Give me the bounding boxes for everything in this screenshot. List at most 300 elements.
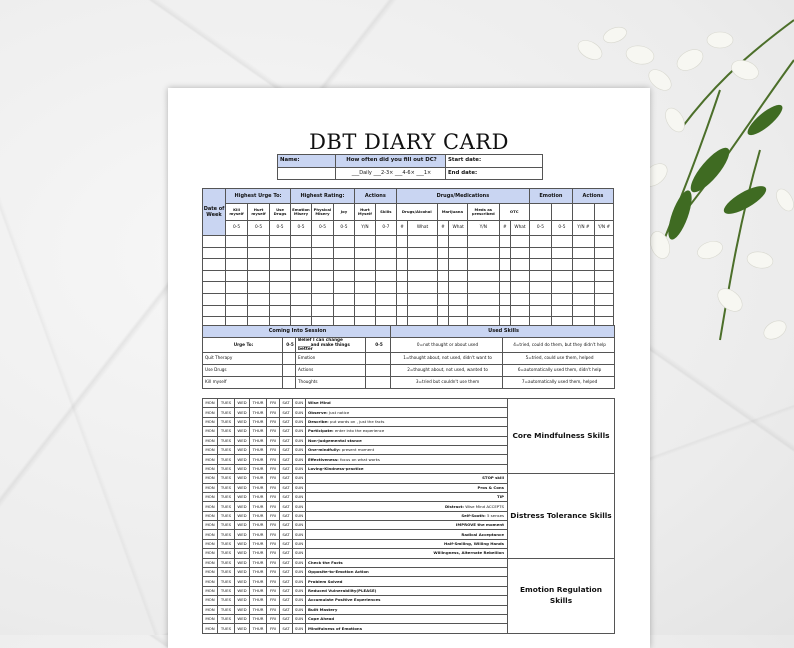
log-entry-cell[interactable] <box>437 293 449 305</box>
day-checkbox-tues[interactable]: TUES <box>218 549 235 558</box>
log-entry-cell[interactable] <box>333 259 354 271</box>
log-entry-cell[interactable] <box>311 236 333 248</box>
log-entry-cell[interactable] <box>291 259 312 271</box>
day-checkbox-fri[interactable]: FRI <box>267 408 280 417</box>
day-checkbox-sun[interactable]: SUN <box>293 586 306 595</box>
day-checkbox-thur[interactable]: THUR <box>250 614 267 623</box>
log-entry-cell[interactable] <box>311 270 333 282</box>
day-checkbox-wed[interactable]: WED <box>235 417 250 426</box>
day-checkbox-mon[interactable]: MON <box>203 445 218 454</box>
day-checkbox-thur[interactable]: THUR <box>250 577 267 586</box>
day-checkbox-sun[interactable]: SUN <box>293 530 306 539</box>
day-checkbox-thur[interactable]: THUR <box>250 417 267 426</box>
day-checkbox-fri[interactable]: FRI <box>267 558 280 567</box>
day-checkbox-thur[interactable]: THUR <box>250 539 267 548</box>
log-entry-cell[interactable] <box>572 236 594 248</box>
day-checkbox-wed[interactable]: WED <box>235 399 250 408</box>
log-entry-cell[interactable] <box>499 293 511 305</box>
day-checkbox-wed[interactable]: WED <box>235 586 250 595</box>
log-entry-cell[interactable] <box>270 236 291 248</box>
end-date-label[interactable]: End date: <box>446 167 543 180</box>
log-entry-cell[interactable] <box>375 282 396 294</box>
day-checkbox-tues[interactable]: TUES <box>218 605 235 614</box>
day-checkbox-wed[interactable]: WED <box>235 605 250 614</box>
day-checkbox-tues[interactable]: TUES <box>218 539 235 548</box>
log-entry-cell[interactable] <box>511 270 530 282</box>
day-checkbox-wed[interactable]: WED <box>235 511 250 520</box>
day-checkbox-sat[interactable]: SAT <box>280 455 293 464</box>
log-entry-cell[interactable] <box>248 305 270 317</box>
day-checkbox-fri[interactable]: FRI <box>267 596 280 605</box>
day-checkbox-tues[interactable]: TUES <box>218 427 235 436</box>
day-checkbox-mon[interactable]: MON <box>203 530 218 539</box>
log-entry-cell[interactable] <box>396 282 408 294</box>
day-checkbox-mon[interactable]: MON <box>203 568 218 577</box>
day-checkbox-mon[interactable]: MON <box>203 521 218 530</box>
day-checkbox-tues[interactable]: TUES <box>218 521 235 530</box>
log-entry-cell[interactable] <box>226 305 248 317</box>
day-checkbox-sat[interactable]: SAT <box>280 464 293 473</box>
day-checkbox-sun[interactable]: SUN <box>293 483 306 492</box>
log-entry-cell[interactable] <box>449 247 468 259</box>
log-entry-cell[interactable] <box>408 270 437 282</box>
log-entry-cell[interactable] <box>396 259 408 271</box>
day-checkbox-wed[interactable]: WED <box>235 521 250 530</box>
day-checkbox-tues[interactable]: TUES <box>218 586 235 595</box>
day-checkbox-wed[interactable]: WED <box>235 568 250 577</box>
log-entry-cell[interactable] <box>529 293 551 305</box>
log-entry-cell[interactable] <box>468 305 499 317</box>
day-checkbox-mon[interactable]: MON <box>203 511 218 520</box>
log-entry-cell[interactable] <box>551 293 572 305</box>
log-entry-cell[interactable] <box>468 236 499 248</box>
log-entry-cell[interactable] <box>203 282 226 294</box>
day-checkbox-thur[interactable]: THUR <box>250 558 267 567</box>
day-checkbox-sat[interactable]: SAT <box>280 624 293 633</box>
day-checkbox-wed[interactable]: WED <box>235 502 250 511</box>
day-checkbox-wed[interactable]: WED <box>235 492 250 501</box>
day-checkbox-thur[interactable]: THUR <box>250 511 267 520</box>
day-checkbox-wed[interactable]: WED <box>235 427 250 436</box>
log-entry-cell[interactable] <box>499 259 511 271</box>
log-entry-cell[interactable] <box>248 293 270 305</box>
log-entry-cell[interactable] <box>291 282 312 294</box>
day-checkbox-thur[interactable]: THUR <box>250 502 267 511</box>
log-entry-cell[interactable] <box>449 236 468 248</box>
day-checkbox-fri[interactable]: FRI <box>267 530 280 539</box>
day-checkbox-sun[interactable]: SUN <box>293 577 306 586</box>
day-checkbox-mon[interactable]: MON <box>203 399 218 408</box>
log-entry-cell[interactable] <box>333 247 354 259</box>
day-checkbox-wed[interactable]: WED <box>235 539 250 548</box>
day-checkbox-fri[interactable]: FRI <box>267 483 280 492</box>
day-checkbox-sat[interactable]: SAT <box>280 474 293 483</box>
day-checkbox-thur[interactable]: THUR <box>250 408 267 417</box>
log-entry-cell[interactable] <box>226 247 248 259</box>
day-checkbox-sun[interactable]: SUN <box>293 464 306 473</box>
day-checkbox-mon[interactable]: MON <box>203 624 218 633</box>
log-entry-cell[interactable] <box>408 247 437 259</box>
day-checkbox-fri[interactable]: FRI <box>267 624 280 633</box>
log-entry-cell[interactable] <box>437 305 449 317</box>
log-entry-cell[interactable] <box>551 282 572 294</box>
day-checkbox-fri[interactable]: FRI <box>267 577 280 586</box>
log-entry-cell[interactable] <box>396 293 408 305</box>
day-checkbox-tues[interactable]: TUES <box>218 417 235 426</box>
day-checkbox-wed[interactable]: WED <box>235 436 250 445</box>
log-entry-cell[interactable] <box>594 236 613 248</box>
log-entry-cell[interactable] <box>468 259 499 271</box>
day-checkbox-mon[interactable]: MON <box>203 614 218 623</box>
day-checkbox-mon[interactable]: MON <box>203 455 218 464</box>
day-checkbox-sun[interactable]: SUN <box>293 605 306 614</box>
day-checkbox-wed[interactable]: WED <box>235 483 250 492</box>
day-checkbox-sat[interactable]: SAT <box>280 530 293 539</box>
log-entry-cell[interactable] <box>572 247 594 259</box>
day-checkbox-tues[interactable]: TUES <box>218 399 235 408</box>
log-entry-cell[interactable] <box>354 270 375 282</box>
day-checkbox-tues[interactable]: TUES <box>218 474 235 483</box>
day-checkbox-tues[interactable]: TUES <box>218 530 235 539</box>
day-checkbox-mon[interactable]: MON <box>203 427 218 436</box>
log-entry-cell[interactable] <box>375 293 396 305</box>
start-date-label[interactable]: Start date: <box>446 155 543 168</box>
day-checkbox-fri[interactable]: FRI <box>267 521 280 530</box>
log-entry-cell[interactable] <box>291 305 312 317</box>
log-entry-cell[interactable] <box>529 270 551 282</box>
day-checkbox-tues[interactable]: TUES <box>218 614 235 623</box>
day-checkbox-mon[interactable]: MON <box>203 464 218 473</box>
day-checkbox-fri[interactable]: FRI <box>267 605 280 614</box>
day-checkbox-wed[interactable]: WED <box>235 596 250 605</box>
log-entry-cell[interactable] <box>551 305 572 317</box>
log-entry-cell[interactable] <box>499 305 511 317</box>
day-checkbox-sun[interactable]: SUN <box>293 492 306 501</box>
day-checkbox-sun[interactable]: SUN <box>293 408 306 417</box>
log-entry-cell[interactable] <box>437 282 449 294</box>
log-entry-cell[interactable] <box>226 259 248 271</box>
log-entry-cell[interactable] <box>291 236 312 248</box>
log-entry-cell[interactable] <box>203 293 226 305</box>
day-checkbox-tues[interactable]: TUES <box>218 624 235 633</box>
day-checkbox-sat[interactable]: SAT <box>280 568 293 577</box>
day-checkbox-thur[interactable]: THUR <box>250 492 267 501</box>
day-checkbox-wed[interactable]: WED <box>235 577 250 586</box>
log-entry-cell[interactable] <box>551 259 572 271</box>
log-entry-cell[interactable] <box>270 282 291 294</box>
log-entry-cell[interactable] <box>226 293 248 305</box>
log-entry-cell[interactable] <box>375 305 396 317</box>
log-entry-cell[interactable] <box>551 247 572 259</box>
log-entry-cell[interactable] <box>203 247 226 259</box>
day-checkbox-tues[interactable]: TUES <box>218 568 235 577</box>
log-entry-cell[interactable] <box>572 259 594 271</box>
log-entry-cell[interactable] <box>529 236 551 248</box>
log-entry-cell[interactable] <box>311 259 333 271</box>
day-checkbox-sat[interactable]: SAT <box>280 614 293 623</box>
day-checkbox-sun[interactable]: SUN <box>293 399 306 408</box>
day-checkbox-sun[interactable]: SUN <box>293 568 306 577</box>
day-checkbox-sun[interactable]: SUN <box>293 549 306 558</box>
day-checkbox-mon[interactable]: MON <box>203 492 218 501</box>
day-checkbox-mon[interactable]: MON <box>203 586 218 595</box>
day-checkbox-fri[interactable]: FRI <box>267 586 280 595</box>
log-entry-cell[interactable] <box>437 247 449 259</box>
log-entry-cell[interactable] <box>333 293 354 305</box>
log-entry-cell[interactable] <box>248 270 270 282</box>
log-entry-cell[interactable] <box>311 293 333 305</box>
log-entry-cell[interactable] <box>551 236 572 248</box>
log-entry-cell[interactable] <box>572 282 594 294</box>
log-entry-cell[interactable] <box>551 270 572 282</box>
log-entry-cell[interactable] <box>572 293 594 305</box>
day-checkbox-wed[interactable]: WED <box>235 558 250 567</box>
day-checkbox-sat[interactable]: SAT <box>280 445 293 454</box>
day-checkbox-tues[interactable]: TUES <box>218 445 235 454</box>
log-entry-cell[interactable] <box>354 259 375 271</box>
day-checkbox-tues[interactable]: TUES <box>218 596 235 605</box>
day-checkbox-fri[interactable]: FRI <box>267 436 280 445</box>
day-checkbox-sat[interactable]: SAT <box>280 577 293 586</box>
day-checkbox-thur[interactable]: THUR <box>250 455 267 464</box>
log-entry-cell[interactable] <box>511 282 530 294</box>
log-entry-cell[interactable] <box>333 282 354 294</box>
log-entry-cell[interactable] <box>311 247 333 259</box>
day-checkbox-wed[interactable]: WED <box>235 624 250 633</box>
log-entry-cell[interactable] <box>396 305 408 317</box>
name-field[interactable] <box>278 167 336 180</box>
day-checkbox-fri[interactable]: FRI <box>267 445 280 454</box>
day-checkbox-sun[interactable]: SUN <box>293 511 306 520</box>
log-entry-cell[interactable] <box>203 259 226 271</box>
log-entry-cell[interactable] <box>270 305 291 317</box>
log-entry-cell[interactable] <box>408 305 437 317</box>
log-entry-cell[interactable] <box>529 247 551 259</box>
day-checkbox-sat[interactable]: SAT <box>280 492 293 501</box>
day-checkbox-fri[interactable]: FRI <box>267 474 280 483</box>
log-entry-cell[interactable] <box>499 247 511 259</box>
day-checkbox-wed[interactable]: WED <box>235 474 250 483</box>
day-checkbox-sat[interactable]: SAT <box>280 586 293 595</box>
log-entry-cell[interactable] <box>248 282 270 294</box>
day-checkbox-tues[interactable]: TUES <box>218 436 235 445</box>
day-checkbox-sat[interactable]: SAT <box>280 436 293 445</box>
log-entry-cell[interactable] <box>396 270 408 282</box>
log-entry-cell[interactable] <box>572 305 594 317</box>
day-checkbox-thur[interactable]: THUR <box>250 605 267 614</box>
day-checkbox-mon[interactable]: MON <box>203 596 218 605</box>
day-checkbox-thur[interactable]: THUR <box>250 596 267 605</box>
day-checkbox-sun[interactable]: SUN <box>293 474 306 483</box>
log-entry-cell[interactable] <box>203 270 226 282</box>
log-entry-cell[interactable] <box>468 247 499 259</box>
log-entry-cell[interactable] <box>499 282 511 294</box>
day-checkbox-fri[interactable]: FRI <box>267 399 280 408</box>
log-entry-cell[interactable] <box>270 259 291 271</box>
day-checkbox-fri[interactable]: FRI <box>267 417 280 426</box>
log-entry-cell[interactable] <box>408 259 437 271</box>
log-entry-cell[interactable] <box>354 247 375 259</box>
log-entry-cell[interactable] <box>572 270 594 282</box>
day-checkbox-tues[interactable]: TUES <box>218 464 235 473</box>
log-entry-cell[interactable] <box>437 259 449 271</box>
log-entry-cell[interactable] <box>396 236 408 248</box>
day-checkbox-thur[interactable]: THUR <box>250 549 267 558</box>
day-checkbox-mon[interactable]: MON <box>203 558 218 567</box>
day-checkbox-sat[interactable]: SAT <box>280 558 293 567</box>
day-checkbox-thur[interactable]: THUR <box>250 474 267 483</box>
log-entry-cell[interactable] <box>408 282 437 294</box>
day-checkbox-mon[interactable]: MON <box>203 539 218 548</box>
day-checkbox-fri[interactable]: FRI <box>267 614 280 623</box>
day-checkbox-mon[interactable]: MON <box>203 408 218 417</box>
day-checkbox-thur[interactable]: THUR <box>250 521 267 530</box>
log-entry-cell[interactable] <box>226 236 248 248</box>
day-checkbox-sun[interactable]: SUN <box>293 624 306 633</box>
log-entry-cell[interactable] <box>511 259 530 271</box>
log-entry-cell[interactable] <box>594 305 613 317</box>
log-entry-cell[interactable] <box>396 247 408 259</box>
day-checkbox-tues[interactable]: TUES <box>218 502 235 511</box>
day-checkbox-tues[interactable]: TUES <box>218 492 235 501</box>
day-checkbox-thur[interactable]: THUR <box>250 483 267 492</box>
log-entry-cell[interactable] <box>333 236 354 248</box>
log-entry-cell[interactable] <box>311 305 333 317</box>
day-checkbox-sat[interactable]: SAT <box>280 539 293 548</box>
day-checkbox-wed[interactable]: WED <box>235 530 250 539</box>
day-checkbox-sun[interactable]: SUN <box>293 455 306 464</box>
day-checkbox-sat[interactable]: SAT <box>280 408 293 417</box>
day-checkbox-thur[interactable]: THUR <box>250 624 267 633</box>
day-checkbox-sat[interactable]: SAT <box>280 549 293 558</box>
log-entry-cell[interactable] <box>333 270 354 282</box>
log-entry-cell[interactable] <box>499 236 511 248</box>
log-entry-cell[interactable] <box>437 270 449 282</box>
name-label[interactable]: Name: <box>278 155 336 168</box>
day-checkbox-mon[interactable]: MON <box>203 605 218 614</box>
day-checkbox-fri[interactable]: FRI <box>267 502 280 511</box>
day-checkbox-tues[interactable]: TUES <box>218 511 235 520</box>
frequency-options[interactable]: ___Daily ___2-3× ___4-6× ___1× <box>336 167 446 180</box>
log-entry-cell[interactable] <box>594 282 613 294</box>
log-entry-cell[interactable] <box>375 259 396 271</box>
day-checkbox-sat[interactable]: SAT <box>280 399 293 408</box>
day-checkbox-mon[interactable]: MON <box>203 577 218 586</box>
day-checkbox-sun[interactable]: SUN <box>293 596 306 605</box>
day-checkbox-sun[interactable]: SUN <box>293 614 306 623</box>
day-checkbox-sat[interactable]: SAT <box>280 417 293 426</box>
day-checkbox-sun[interactable]: SUN <box>293 445 306 454</box>
log-entry-cell[interactable] <box>203 236 226 248</box>
day-checkbox-tues[interactable]: TUES <box>218 558 235 567</box>
day-checkbox-mon[interactable]: MON <box>203 417 218 426</box>
day-checkbox-wed[interactable]: WED <box>235 445 250 454</box>
day-checkbox-thur[interactable]: THUR <box>250 464 267 473</box>
day-checkbox-fri[interactable]: FRI <box>267 539 280 548</box>
log-entry-cell[interactable] <box>375 270 396 282</box>
log-entry-cell[interactable] <box>291 247 312 259</box>
log-entry-cell[interactable] <box>408 293 437 305</box>
day-checkbox-thur[interactable]: THUR <box>250 530 267 539</box>
day-checkbox-wed[interactable]: WED <box>235 464 250 473</box>
day-checkbox-mon[interactable]: MON <box>203 436 218 445</box>
log-entry-cell[interactable] <box>594 270 613 282</box>
day-checkbox-sun[interactable]: SUN <box>293 436 306 445</box>
day-checkbox-thur[interactable]: THUR <box>250 586 267 595</box>
day-checkbox-fri[interactable]: FRI <box>267 568 280 577</box>
log-entry-cell[interactable] <box>449 305 468 317</box>
day-checkbox-sun[interactable]: SUN <box>293 521 306 530</box>
day-checkbox-fri[interactable]: FRI <box>267 511 280 520</box>
day-checkbox-mon[interactable]: MON <box>203 474 218 483</box>
log-entry-cell[interactable] <box>248 259 270 271</box>
log-entry-cell[interactable] <box>270 247 291 259</box>
day-checkbox-sat[interactable]: SAT <box>280 596 293 605</box>
log-entry-cell[interactable] <box>511 305 530 317</box>
log-entry-cell[interactable] <box>594 259 613 271</box>
log-entry-cell[interactable] <box>375 247 396 259</box>
day-checkbox-wed[interactable]: WED <box>235 549 250 558</box>
log-entry-cell[interactable] <box>511 236 530 248</box>
day-checkbox-sat[interactable]: SAT <box>280 502 293 511</box>
day-checkbox-sun[interactable]: SUN <box>293 417 306 426</box>
log-entry-cell[interactable] <box>511 293 530 305</box>
log-entry-cell[interactable] <box>449 282 468 294</box>
log-entry-cell[interactable] <box>203 305 226 317</box>
day-checkbox-tues[interactable]: TUES <box>218 408 235 417</box>
log-entry-cell[interactable] <box>291 293 312 305</box>
log-entry-cell[interactable] <box>333 305 354 317</box>
log-entry-cell[interactable] <box>529 282 551 294</box>
log-entry-cell[interactable] <box>437 236 449 248</box>
log-entry-cell[interactable] <box>270 293 291 305</box>
day-checkbox-sun[interactable]: SUN <box>293 539 306 548</box>
day-checkbox-thur[interactable]: THUR <box>250 399 267 408</box>
day-checkbox-fri[interactable]: FRI <box>267 427 280 436</box>
day-checkbox-thur[interactable]: THUR <box>250 427 267 436</box>
log-entry-cell[interactable] <box>468 282 499 294</box>
day-checkbox-sun[interactable]: SUN <box>293 502 306 511</box>
log-entry-cell[interactable] <box>511 247 530 259</box>
log-entry-cell[interactable] <box>408 236 437 248</box>
log-entry-cell[interactable] <box>468 293 499 305</box>
day-checkbox-fri[interactable]: FRI <box>267 464 280 473</box>
log-entry-cell[interactable] <box>354 305 375 317</box>
day-checkbox-mon[interactable]: MON <box>203 502 218 511</box>
log-entry-cell[interactable] <box>226 282 248 294</box>
day-checkbox-sun[interactable]: SUN <box>293 427 306 436</box>
log-entry-cell[interactable] <box>354 293 375 305</box>
log-entry-cell[interactable] <box>311 282 333 294</box>
day-checkbox-sat[interactable]: SAT <box>280 521 293 530</box>
day-checkbox-fri[interactable]: FRI <box>267 549 280 558</box>
log-entry-cell[interactable] <box>354 282 375 294</box>
log-entry-cell[interactable] <box>270 270 291 282</box>
log-entry-cell[interactable] <box>291 270 312 282</box>
day-checkbox-thur[interactable]: THUR <box>250 445 267 454</box>
log-entry-cell[interactable] <box>248 247 270 259</box>
log-entry-cell[interactable] <box>499 270 511 282</box>
day-checkbox-sat[interactable]: SAT <box>280 483 293 492</box>
log-entry-cell[interactable] <box>449 293 468 305</box>
log-entry-cell[interactable] <box>248 236 270 248</box>
log-entry-cell[interactable] <box>375 236 396 248</box>
day-checkbox-mon[interactable]: MON <box>203 549 218 558</box>
day-checkbox-wed[interactable]: WED <box>235 614 250 623</box>
log-entry-cell[interactable] <box>226 270 248 282</box>
day-checkbox-wed[interactable]: WED <box>235 455 250 464</box>
day-checkbox-thur[interactable]: THUR <box>250 436 267 445</box>
